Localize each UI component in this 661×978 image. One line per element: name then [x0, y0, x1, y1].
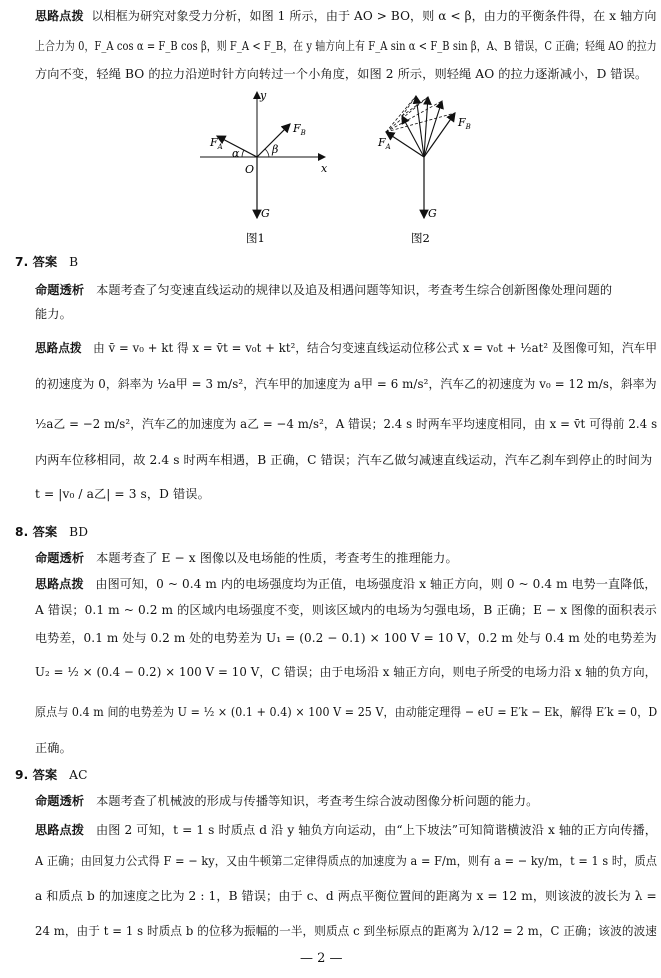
q7-idea-line-5: t = |v₀ / a乙| = 3 s，D 错误。 [35, 487, 210, 501]
q8-idea-line-5: 原点与 0.4 m 间的电势差为 U = ½ × (0.1 + 0.4) × 100 V = 25 V，由动能定理得 − eU = E′k − Ek，解得 E′k = 0，D [35, 705, 658, 719]
q8-analysis-line-1: 命题透析 本题考查了 E − x 图像以及电场能的性质，考查考生的推理能力。 [35, 551, 458, 565]
q9-idea-line-2: A 正确；由回复力公式得 F = − ky，又由牛顿第二定律得质点的加速度为 a = F/m，则有 a = − ky/m，t = 1 s 时，质点 [35, 854, 658, 868]
q8-idea-line-6: 正确。 [35, 741, 72, 755]
q8-answer: 8. 答案 BD [15, 525, 89, 539]
figure-2 [372, 86, 482, 250]
origin-label: O [245, 163, 255, 176]
q9-analysis-line-1: 命题透析 本题考查了机械波的形成与传播等知识，考查考生综合波动图像分析问题的能力。 [35, 794, 539, 808]
q8-idea-line-1: 思路点拨 由图可知，0 ~ 0.4 m 内的电场强度均为正值，电场强度沿 x 轴正方向，则 0 ~ 0.4 m 电势一直降低， [35, 577, 657, 591]
q7-answer: 7. 答案 B [15, 255, 79, 269]
alpha-label: α [232, 147, 240, 160]
intro-label: 思路点拨 [35, 9, 84, 23]
g-label: G [261, 207, 270, 220]
q7-idea-line-4: 内两车位移相同，故 2.4 s 时两车相遇，B 正确，C 错误；汽车乙做匀减速直线运动，汽车乙刹车到停止的时间为 [35, 453, 653, 467]
q9-idea-line-1: 思路点拨 由图 2 可知，t = 1 s 时质点 d 沿 y 轴负方向运动，由“上下坡法”可知简谐横波沿 x 轴的正方向传播， [35, 823, 658, 837]
q9-idea-line-4: 24 m，由于 t = 1 s 时质点 b 的位移为振幅的一半，则质点 c 到坐标原点的距离为 λ/12 = 2 m，C 正确；该波的波速 [35, 924, 657, 938]
q8-idea-line-2: A 错误；0.1 m ~ 0.2 m 的区域内电场强度不变，则该区域内的电场为匀强电场，B 正确；E − x 图像的面积表示 [35, 603, 657, 617]
q7-analysis-line-2: 能力。 [35, 307, 72, 321]
x-label: x [321, 162, 328, 175]
figure-1 [190, 86, 340, 250]
intro-line-2: 上合力为 0，F_A cos α = F_B cos β，则 F_A < F_B，在 y 轴方向上有 F_A sin α < F_B sin β，A、B 错误，C 正确；轻绳 AO 的拉力 [35, 39, 657, 53]
fa-label: $F_A$ [210, 136, 223, 151]
y-label: y [260, 89, 267, 102]
figure-1-caption: 图1 [246, 231, 265, 245]
intro-line-3: 方向不变，轻绳 BO 的拉力沿逆时针方向转过一个小角度，如图 2 所示，则轻绳 AO 的拉力逐渐减小，D 错误。 [35, 67, 648, 81]
q7-idea-line-2: 的初速度为 0，斜率为 ½a甲 = 3 m/s²，汽车甲的加速度为 a甲 = 6 m/s²，汽车乙的初速度为 v₀ = 12 m/s，斜率为 [35, 377, 657, 391]
g-label: G [428, 207, 437, 220]
q7-idea-line-3: ½a乙 = −2 m/s²，汽车乙的加速度为 a乙 = −4 m/s²，A 错误；2.4 s 时两车平均速度相同，由 x = v̄t 可得前 2.4 s [35, 417, 658, 431]
intro-line-1: 思路点拨 以相框为研究对象受力分析，如图 1 所示，由于 AO > BO，则 α < β，由力的平衡条件得，在 x 轴方向 [35, 9, 657, 23]
fb-arrow [424, 113, 455, 157]
q8-idea-line-4: U₂ = ½ × (0.4 − 0.2) × 100 V = 10 V，C 错误；由于电场沿 x 轴正方向，则电子所受的电场力沿 x 轴的负方向， [35, 665, 657, 679]
fb-label: $F_B$ [293, 122, 306, 137]
q9-idea-line-3: a 和质点 b 的加速度之比为 2 : 1，B 错误；由于 c、d 两点平衡位置间的距离为 x = 12 m，则该波的波长为 λ = [35, 889, 657, 903]
fa-label: $F_A$ [378, 136, 391, 151]
q9-answer: 9. 答案 AC [15, 768, 88, 782]
page-number: — 2 — [300, 951, 343, 966]
fb-label: $F_B$ [458, 116, 471, 131]
figure-2-caption: 图2 [411, 231, 430, 245]
q8-idea-line-3: 电势差，0.1 m 处与 0.2 m 处的电势差为 U₁ = (0.2 − 0.1) × 100 V = 10 V，0.2 m 处与 0.4 m 处的电势差为 [35, 631, 657, 645]
q7-idea-line-1: 思路点拨 由 v̄ = v₀ + kt 得 x = v̄t = v₀t + kt²，结合匀变速直线运动位移公式 x = v₀t + ½at² 及图像可知，汽车甲 [35, 341, 658, 355]
beta-label: β [272, 143, 279, 156]
q7-analysis-line-1: 命题透析 本题考查了匀变速直线运动的规律以及追及相遇问题等知识，考查考生综合创新图像处理问题的 [35, 283, 613, 297]
fa-arrow [386, 132, 424, 157]
